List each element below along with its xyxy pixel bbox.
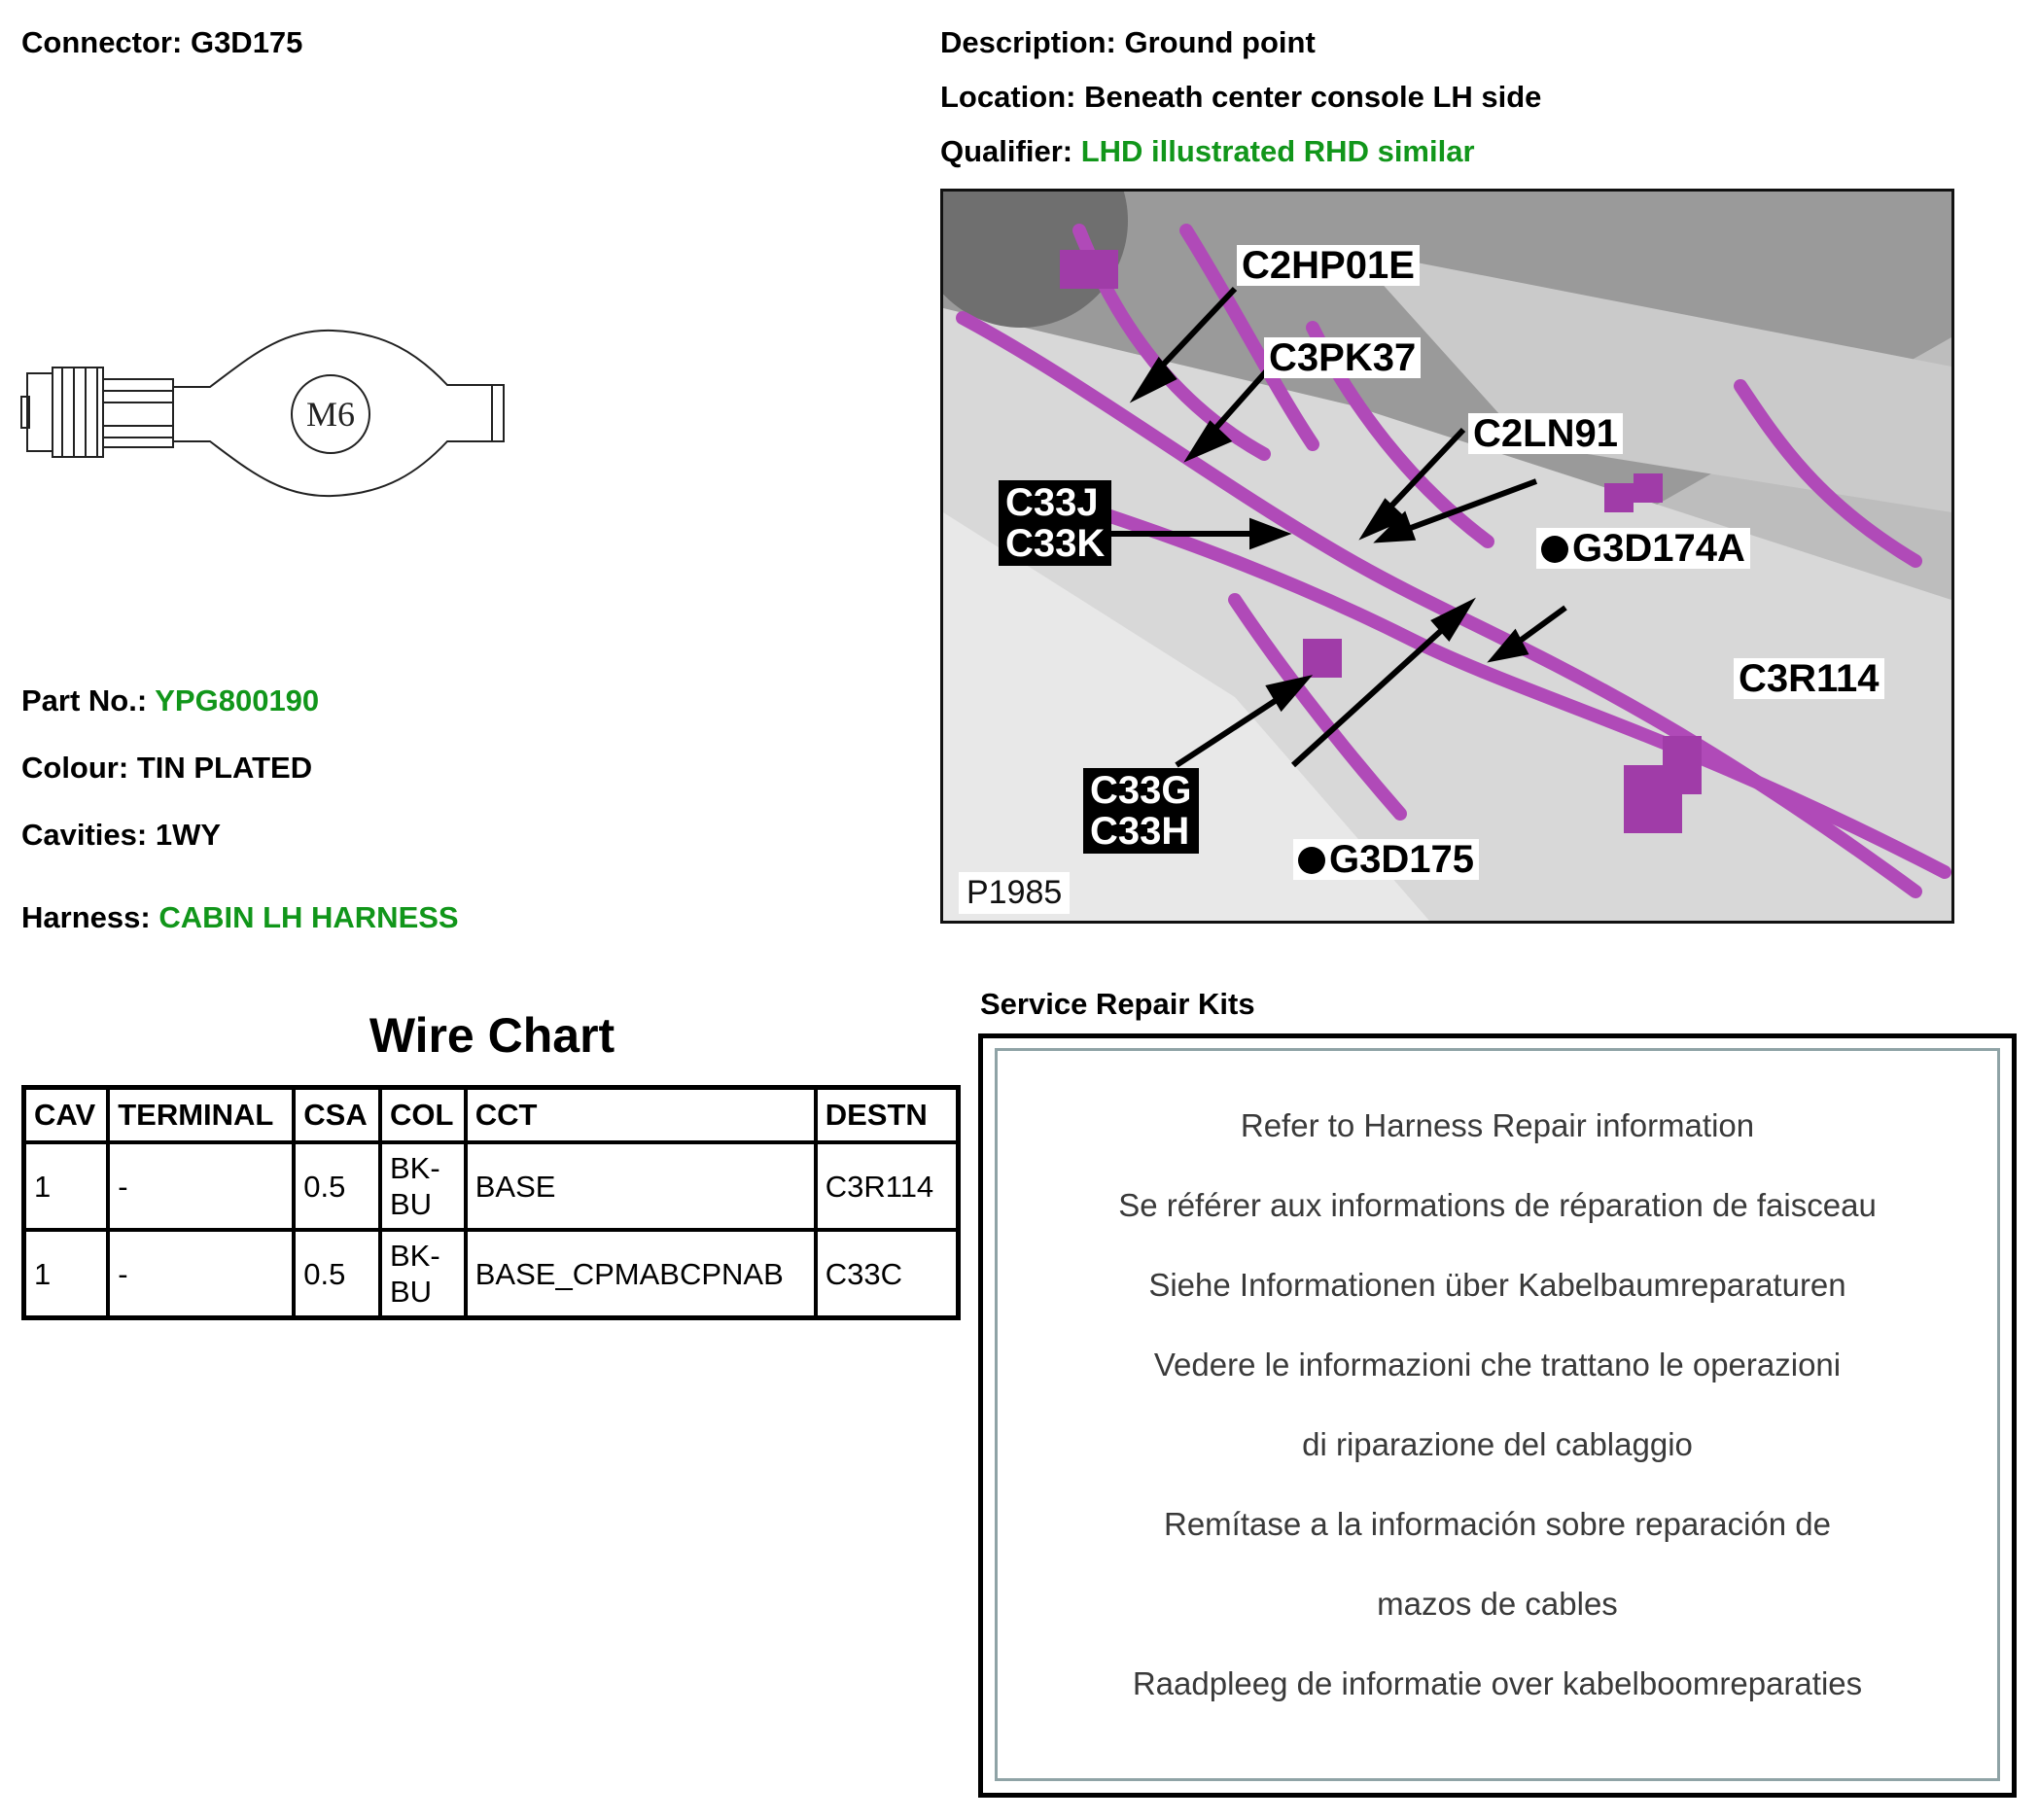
header-destn: DESTN [816, 1088, 959, 1143]
cell-csa: 0.5 [294, 1230, 380, 1318]
location-value: Beneath center console LH side [1084, 80, 1542, 114]
callout-g3d175-text: G3D175 [1329, 838, 1474, 881]
qualifier-value: LHD illustrated RHD similar [1080, 134, 1475, 168]
kit-line: Remítase a la información sobre reparación de [1163, 1506, 1832, 1542]
callout-c33j-c33k [999, 480, 1111, 566]
callout-c33k: C33K [1005, 522, 1106, 565]
kit-line: Raadpleeg de informatie over kabelboomreparaties [1132, 1665, 1863, 1701]
callout-c3pk37: C3PK37 [1264, 337, 1421, 378]
description-line [940, 25, 1316, 60]
harness-line [21, 900, 459, 935]
colour-label: Colour: [21, 751, 129, 785]
service-repair-kits-box [978, 1033, 2017, 1798]
header-csa: CSA [294, 1088, 380, 1143]
wire-chart-table [21, 1085, 961, 1320]
callout-g3d175 [1293, 839, 1479, 880]
callout-g3d174a-text: G3D174A [1572, 527, 1745, 570]
part-no-line [21, 683, 319, 718]
cell-col-line-2: BU [389, 1275, 433, 1309]
cell-col-line-2: BU [389, 1187, 433, 1221]
kit-line: Siehe Informationen über Kabelbaumreparaturen [1148, 1267, 1846, 1303]
callout-c33g: C33G [1090, 769, 1192, 812]
part-no-value: YPG800190 [155, 683, 320, 718]
cavities-value: 1WY [155, 818, 222, 852]
location-line [940, 80, 1541, 115]
part-no-label: Part No.: [21, 683, 148, 718]
kit-line: mazos de cables [1377, 1586, 1618, 1622]
header-cav: CAV [24, 1088, 109, 1143]
harness-label: Harness: [21, 900, 151, 934]
header-col: COL [380, 1088, 466, 1143]
cell-cav: 1 [24, 1142, 109, 1230]
cavities-line [21, 818, 221, 853]
photo-reference: P1985 [959, 872, 1070, 914]
callout-c33h: C33H [1090, 810, 1190, 853]
ground-point-dot-icon [1298, 847, 1325, 874]
connector-value: G3D175 [190, 25, 303, 59]
cell-cav: 1 [24, 1230, 109, 1318]
harness-value: CABIN LH HARNESS [158, 900, 459, 934]
description-label: Description: [940, 25, 1116, 59]
location-label: Location: [940, 80, 1076, 114]
description-value: Ground point [1124, 25, 1316, 59]
cell-col-line-1: BK- [389, 1151, 440, 1185]
wire-chart-header-row [24, 1088, 959, 1143]
stud-label: M6 [305, 395, 356, 434]
connector-line [21, 25, 302, 60]
qualifier-label: Qualifier: [940, 134, 1073, 168]
cell-terminal: - [108, 1230, 294, 1318]
header-cct: CCT [466, 1088, 816, 1143]
callout-c3r114: C3R114 [1734, 658, 1884, 699]
cell-col [380, 1230, 466, 1318]
ground-point-dot-icon [1541, 536, 1568, 563]
cell-cct: BASE_CPMABCPNAB [466, 1230, 816, 1318]
callout-g3d174a [1536, 528, 1750, 569]
cell-col [380, 1142, 466, 1230]
ring-terminal-drawing [19, 319, 515, 533]
kit-line: Vedere le informazioni che trattano le operazioni [1153, 1347, 1842, 1382]
cell-csa: 0.5 [294, 1142, 380, 1230]
kit-line: Se référer aux informations de réparation de faisceau [1118, 1187, 1877, 1223]
callout-c2hp01e: C2HP01E [1237, 245, 1420, 286]
cavities-label: Cavities: [21, 818, 148, 852]
cell-destn: C33C [816, 1230, 959, 1318]
callout-c33g-c33h [1083, 768, 1199, 854]
connector-label: Connector: [21, 25, 183, 59]
kit-line: Refer to Harness Repair information [1240, 1107, 1755, 1143]
callout-c33j: C33J [1005, 481, 1099, 524]
qualifier-line [940, 134, 1475, 169]
header-terminal: TERMINAL [108, 1088, 294, 1143]
service-repair-kits-title: Service Repair Kits [980, 987, 1255, 1021]
cell-cct: BASE [466, 1142, 816, 1230]
colour-value: TIN PLATED [136, 751, 313, 785]
service-repair-kits-inner-frame [995, 1048, 2000, 1781]
callout-c2ln91: C2LN91 [1468, 413, 1623, 454]
table-row [24, 1142, 959, 1230]
kit-line: di riparazione del cablaggio [1302, 1426, 1693, 1462]
wire-chart-title: Wire Chart [369, 1008, 615, 1063]
cell-destn: C3R114 [816, 1142, 959, 1230]
colour-line [21, 751, 312, 786]
cell-terminal: - [108, 1142, 294, 1230]
cell-col-line-1: BK- [389, 1239, 440, 1273]
table-row [24, 1230, 959, 1318]
location-photo [940, 189, 1954, 924]
